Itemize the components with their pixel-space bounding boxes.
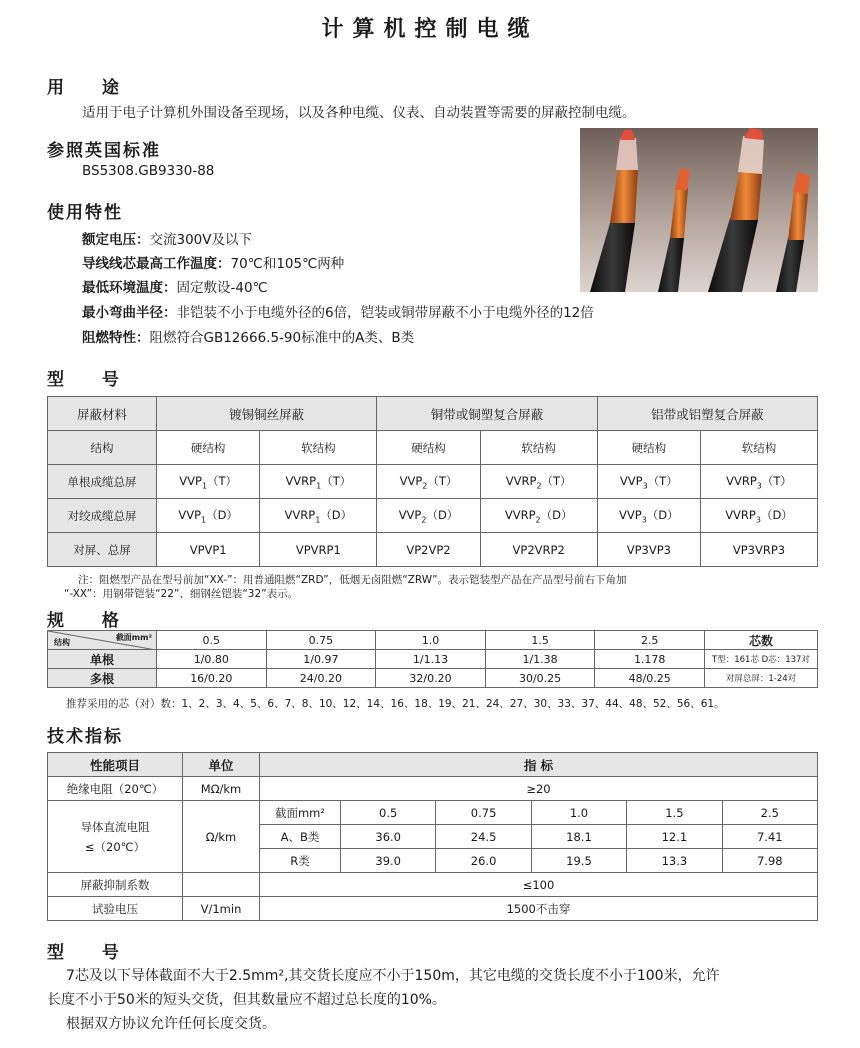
table-cell: Ω/km: [183, 801, 260, 873]
model-code: VVP: [399, 473, 423, 488]
table-cell: VP2VP2: [377, 533, 480, 567]
table-row: [48, 397, 818, 431]
table-cell: VPVRP1: [260, 533, 377, 567]
table-row: [48, 465, 818, 499]
table-header-cell: 铝带或铝塑复合屏蔽: [597, 397, 817, 431]
table-header-cell: 1.0: [376, 631, 486, 650]
table-cell: 软结构: [701, 431, 818, 465]
table-cell: 结构: [48, 431, 157, 465]
model-suffix: （T）: [647, 473, 678, 488]
table-cell: ≥20: [260, 777, 818, 801]
table-cell: 硬结构: [597, 431, 700, 465]
feature-label: 额定电压：: [82, 232, 150, 248]
table-cell: [157, 465, 260, 499]
delivery-line-3: 根据双方协议允许任何长度交货。: [66, 1016, 276, 1032]
table-corner-cell: [48, 631, 157, 650]
table-cell: 1500不击穿: [260, 897, 818, 921]
table-row: [48, 669, 818, 688]
usage-text: 适用于电子计算机外围设备至现场，以及各种电缆、仪表、自动装置等需要的屏蔽控制电缆。: [82, 105, 636, 121]
table-cell: 1/0.80: [157, 650, 267, 669]
usage-heading: 用 途: [47, 78, 135, 98]
feature-label: 导线线芯最高工作温度：: [82, 256, 231, 272]
table-header-cell: 芯数: [705, 631, 818, 650]
table-header-cell: 屏蔽材料: [48, 397, 157, 431]
model-suffix: （D）: [760, 507, 793, 522]
table-cell: [260, 499, 377, 533]
table-cell: [157, 499, 260, 533]
table-cell: [480, 465, 597, 499]
model-code: VVRP: [726, 473, 757, 488]
table-cell: 1.5: [627, 801, 722, 825]
table-header-cell: 0.5: [157, 631, 267, 650]
feature-value: 70℃和105℃两种: [230, 256, 345, 272]
model-suffix: （D）: [426, 507, 459, 522]
recommend-text: 推荐采用的芯（对）数：1、2、3、4、5、6、7、8、10、12、14、16、18、19、21、24、27、30、33、37、44、48、52、56、61。: [66, 698, 725, 710]
table-cell: MΩ/km: [183, 777, 260, 801]
table-header-cell: 单位: [183, 753, 260, 777]
table-header-cell: 铜带或铜塑复合屏蔽: [377, 397, 597, 431]
feature-value: 非铠装不小于电缆外径的6倍，铠装或铜带屏蔽不小于电缆外径的12倍: [176, 305, 594, 321]
feature-value: 交流300V及以下: [149, 232, 253, 248]
feature-label: 阻燃特性：: [82, 330, 150, 346]
model-suffix: （T）: [207, 473, 238, 488]
resistance-label-1: 导体直流电阻: [80, 819, 150, 834]
table-cell: 试验电压: [48, 897, 183, 921]
model-suffix: （D）: [540, 507, 573, 522]
spec-table: [47, 630, 818, 688]
feature-item: [82, 228, 252, 248]
table-cell: [183, 873, 260, 897]
table-row: [48, 631, 818, 650]
table-cell: 1/1.38: [485, 650, 595, 669]
model-subscript: 1: [315, 515, 321, 525]
table-cell: [480, 499, 597, 533]
table-cell: 1/1.13: [376, 650, 486, 669]
table-cell: VPVP1: [157, 533, 260, 567]
tech-table: [47, 752, 818, 921]
table-cell: 单根: [48, 650, 157, 669]
table-cell: 36.0: [341, 825, 436, 849]
model-code: VVP: [619, 473, 643, 488]
feature-value: 阻燃符合GB12666.5-90标准中的A类、B类: [149, 330, 415, 346]
model-code: VVP: [398, 507, 422, 522]
table-cell: 1.178: [595, 650, 705, 669]
table-cell: 对屏总屏：1-24对: [705, 669, 818, 688]
table-header-cell: 2.5: [595, 631, 705, 650]
table-header-cell: 指 标: [260, 753, 818, 777]
table-cell: 19.5: [531, 849, 626, 873]
table-cell: 13.3: [627, 849, 722, 873]
feature-value: 固定敷设-40℃: [176, 280, 268, 296]
model-code: VVRP: [284, 507, 316, 522]
corner-top-label: 截面mm²: [115, 633, 152, 642]
delivery-line-2: 长度不小于50米的短头交货，但其数量应不超过总长度的10%。: [47, 992, 446, 1008]
table-cell: [701, 465, 818, 499]
table-cell: 对屏、总屏: [48, 533, 157, 567]
table-cell: [377, 499, 480, 533]
cable-photo: [580, 128, 818, 292]
model-suffix: （D）: [646, 507, 679, 522]
feature-label: 最低环境温度：: [82, 280, 177, 296]
table-row: [48, 753, 818, 777]
table-cell: 39.0: [341, 849, 436, 873]
table-cell: 2.5: [722, 801, 817, 825]
model-subscript: 2: [535, 515, 541, 525]
table-cell: 1/0.97: [266, 650, 376, 669]
feature-item: [82, 252, 344, 272]
table-cell: 0.5: [341, 801, 436, 825]
model-suffix: （D）: [206, 507, 238, 522]
model-note-1: 注：阻燃型产品在型号前加“XX-”：用普通阻燃“ZRD”，低烟无卤阻燃“ZRW”。表示铠装型产品在产品型号前右下角加: [78, 574, 627, 586]
table-cell: R类: [260, 849, 341, 873]
table-cell: A、B类: [260, 825, 341, 849]
table-cell: 16/0.20: [157, 669, 267, 688]
model-code: VVP: [179, 473, 202, 488]
table-header-cell: 性能项目: [48, 753, 183, 777]
feature-item: [82, 301, 594, 321]
table-cell: [377, 465, 480, 499]
table-header-cell: 镀锡铜丝屏蔽: [157, 397, 377, 431]
model-code: VVP: [619, 507, 642, 522]
model-subscript: 2: [536, 481, 542, 491]
tech-heading: 技术指标: [47, 727, 123, 747]
table-row: [48, 499, 818, 533]
table-cell: 24/0.20: [266, 669, 376, 688]
table-cell: 12.1: [627, 825, 722, 849]
table-cell: [597, 465, 700, 499]
table-cell: 30/0.25: [485, 669, 595, 688]
table-header-cell: 0.75: [266, 631, 376, 650]
features-heading: 使用特性: [47, 203, 123, 223]
model-suffix: （T）: [541, 473, 572, 488]
model-suffix: （T）: [321, 473, 352, 488]
page-title: 计算机控制电缆: [321, 17, 539, 42]
table-cell: 绝缘电阻（20℃）: [48, 777, 183, 801]
table-cell: V/1min: [183, 897, 260, 921]
table-cell: 对绞成缆总屏: [48, 499, 157, 533]
table-cell: 单根成缆总屏: [48, 465, 157, 499]
model-code: VVRP: [505, 473, 537, 488]
table-cell: 0.75: [436, 801, 531, 825]
model-subscript: 1: [316, 481, 322, 491]
table-cell: 26.0: [436, 849, 531, 873]
standard-heading: 参照英国标准: [47, 141, 161, 161]
table-cell: 18.1: [531, 825, 626, 849]
model-subscript: 3: [642, 481, 648, 491]
table-cell: VP3VP3: [597, 533, 700, 567]
table-header-cell: 1.5: [485, 631, 595, 650]
model-note-2: “-XX”：用钢带铠装“22”、细钢丝铠装“32”表示。: [64, 588, 299, 600]
table-row: [48, 777, 818, 801]
table-row: [48, 431, 818, 465]
feature-item: [82, 326, 414, 346]
table-cell: 24.5: [436, 825, 531, 849]
table-cell: [597, 499, 700, 533]
table-cell: T型：161芯 D芯：137对: [705, 650, 818, 669]
table-cell: 硬结构: [377, 431, 480, 465]
model-table: [47, 396, 818, 567]
table-row: [48, 873, 818, 897]
table-cell: 软结构: [260, 431, 377, 465]
table-cell: VP2VRP2: [480, 533, 597, 567]
table-cell: 32/0.20: [376, 669, 486, 688]
table-row: [48, 801, 818, 825]
table-cell: 7.41: [722, 825, 817, 849]
cable-illustration: [580, 128, 818, 292]
model-code: VVRP: [725, 507, 756, 522]
table-row: [48, 897, 818, 921]
table-row: [48, 650, 818, 669]
model-subscript: 2: [421, 515, 427, 525]
standard-text: BS5308.GB9330-88: [82, 163, 215, 179]
table-cell: 硬结构: [157, 431, 260, 465]
model-suffix: （T）: [427, 473, 458, 488]
spec-heading: 规 格: [47, 611, 135, 631]
model-suffix: （D）: [320, 507, 353, 522]
model-code: VVP: [178, 507, 202, 522]
table-cell: 48/0.25: [595, 669, 705, 688]
model-code: VVRP: [285, 473, 317, 488]
model-subscript: 1: [201, 481, 208, 491]
table-cell: 屏蔽抑制系数: [48, 873, 183, 897]
feature-item: [82, 276, 268, 296]
table-row: [48, 533, 818, 567]
table-cell: [48, 801, 183, 873]
feature-label: 最小弯曲半径：: [82, 305, 177, 321]
table-cell: 截面mm²: [260, 801, 341, 825]
table-cell: VP3VRP3: [701, 533, 818, 567]
table-cell: 软结构: [480, 431, 597, 465]
model-subscript: 2: [422, 481, 428, 491]
table-cell: 多根: [48, 669, 157, 688]
table-cell: ≤100: [260, 873, 818, 897]
model-subscript: 3: [755, 515, 761, 525]
table-cell: 7.98: [722, 849, 817, 873]
table-cell: 1.0: [531, 801, 626, 825]
table-cell: [260, 465, 377, 499]
resistance-label-2: ≤（20℃）: [84, 839, 146, 854]
corner-bottom-label: 结构: [54, 638, 70, 647]
model-heading: 型 号: [47, 370, 135, 390]
model-subscript: 1: [201, 515, 207, 525]
model-subscript: 3: [756, 481, 762, 491]
delivery-heading: 型 号: [47, 943, 135, 963]
table-cell: [701, 499, 818, 533]
model-subscript: 3: [641, 515, 647, 525]
model-suffix: （T）: [761, 473, 792, 488]
model-code: VVRP: [504, 507, 536, 522]
delivery-line-1: 7芯及以下导体截面不大于2.5mm²,其交货长度应不小于150m，其它电缆的交货长度不小于100米，允许: [66, 968, 720, 984]
